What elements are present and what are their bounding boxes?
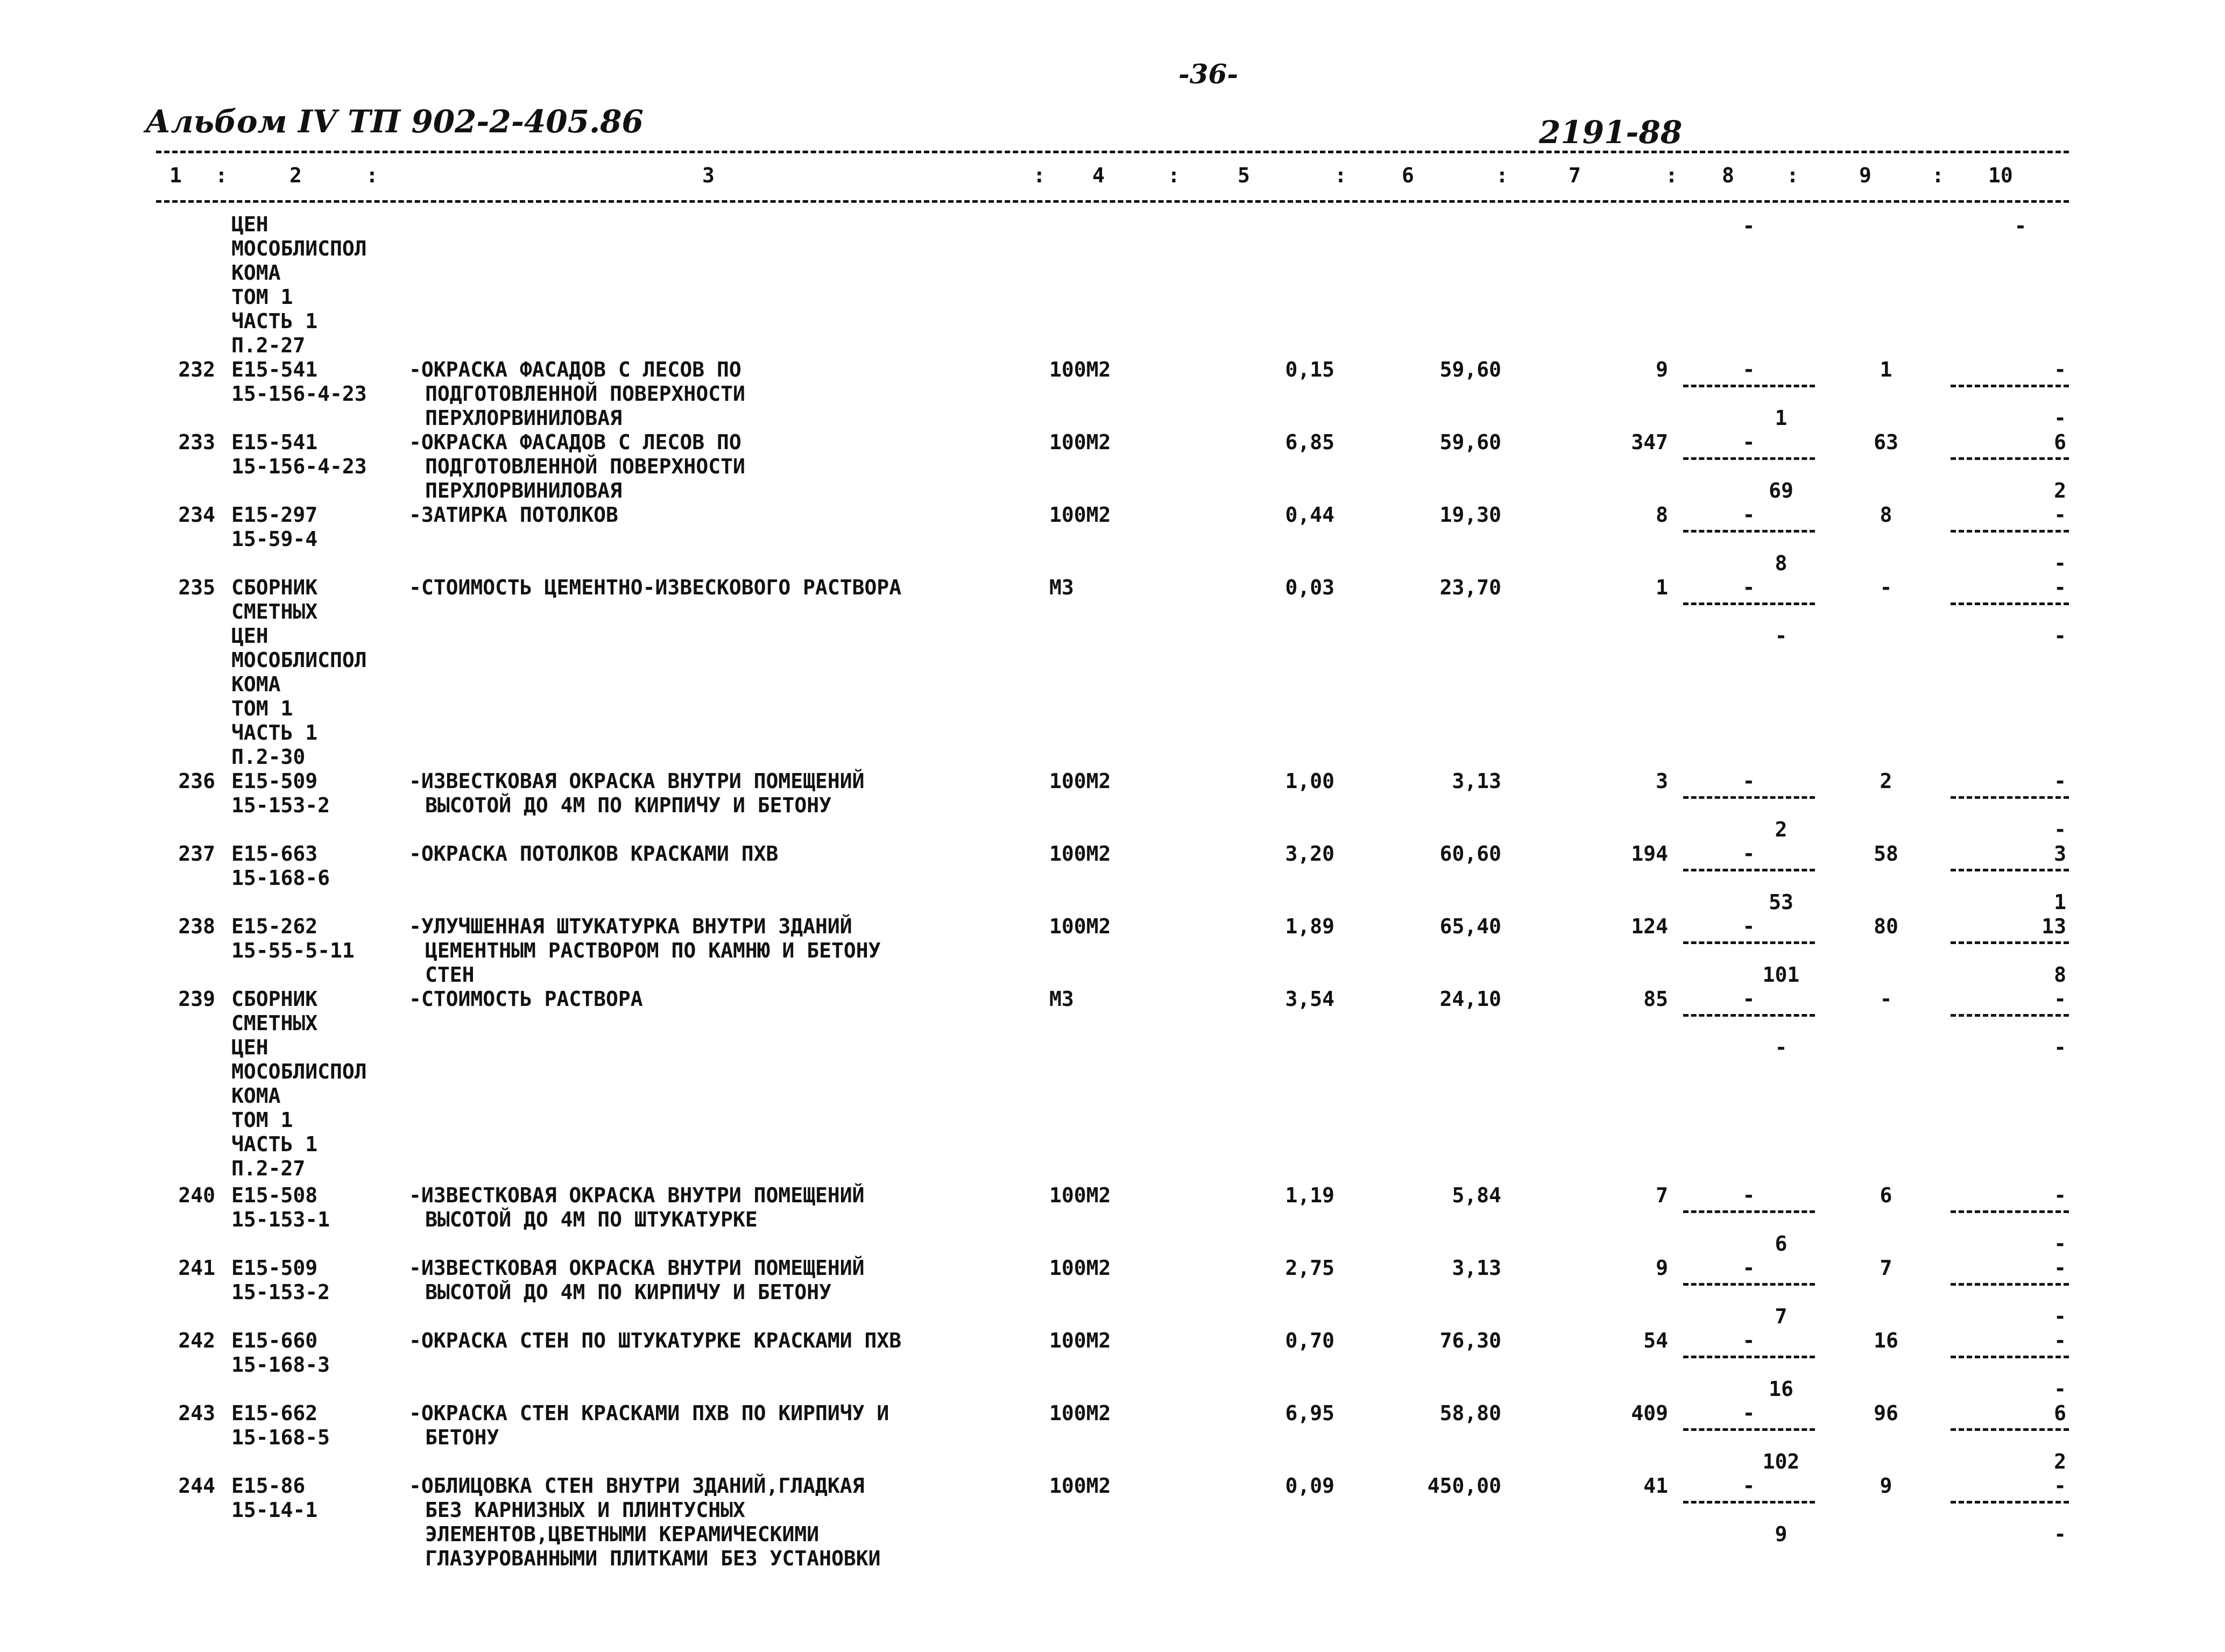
- row-code-line: П.2-30: [231, 745, 306, 769]
- row-col10-divider: [1951, 457, 2069, 460]
- row-col9: 80: [1874, 914, 1898, 938]
- col-header-sep: :: [1168, 164, 1180, 187]
- row-col8-bottom: 8: [1775, 551, 1788, 575]
- row-col10-top: -: [2054, 1329, 2066, 1352]
- row-total: 194: [1631, 842, 1668, 866]
- row-code-line: МОСОБЛИСПОЛ: [231, 1060, 367, 1083]
- row-code-line: ЦЕН: [231, 1036, 269, 1059]
- row-quantity: 1,89: [1285, 914, 1334, 938]
- col-header-3: 3: [702, 164, 715, 187]
- row-description-line: ВЫСОТОЙ ДО 4М ПО ШТУКАТУРКЕ: [425, 1208, 758, 1231]
- row-number: 243: [178, 1401, 215, 1425]
- ref-line: ЦЕН: [231, 212, 269, 236]
- row-col10-divider: [1951, 796, 2069, 799]
- row-quantity: 6,85: [1285, 430, 1334, 454]
- row-total: 41: [1643, 1474, 1668, 1498]
- row-code-line: СМЕТНЫХ: [231, 600, 318, 623]
- row-col9: -: [1880, 987, 1892, 1011]
- row-col8-top: -: [1742, 503, 1755, 527]
- page-number: -36-: [1178, 58, 1239, 90]
- row-col9: -: [1880, 576, 1892, 599]
- row-total: 1: [1656, 576, 1668, 599]
- row-description-line: -ИЗВЕСТКОВАЯ ОКРАСКА ВНУТРИ ПОМЕЩЕНИЙ: [409, 769, 865, 793]
- row-col9: 58: [1874, 842, 1898, 866]
- col-header-10: 10: [1988, 164, 2013, 187]
- row-description-line: -ОКРАСКА ФАСАДОВ С ЛЕСОВ ПО: [409, 358, 741, 381]
- row-col10-bottom: -: [2054, 1377, 2066, 1401]
- row-number: 242: [178, 1329, 215, 1352]
- row-description-line: ПОДГОТОВЛЕННОЙ ПОВЕРХНОСТИ: [425, 382, 745, 406]
- row-number: 233: [178, 430, 215, 454]
- row-code-line: Е15-541: [231, 430, 318, 454]
- row-col10-top: -: [2054, 1474, 2066, 1498]
- col-header-1: 1: [169, 164, 182, 187]
- row-col10-bottom: -: [2054, 1522, 2066, 1546]
- row-col8-bottom: -: [1775, 1036, 1788, 1059]
- row-quantity: 0,09: [1285, 1474, 1334, 1498]
- row-total: 8: [1656, 503, 1668, 527]
- row-col8-bottom: 6: [1775, 1232, 1788, 1256]
- row-description-line: СТЕН: [425, 963, 475, 987]
- col-header-sep: :: [1786, 164, 1799, 187]
- row-description-line: -ОБЛИЦОВКА СТЕН ВНУТРИ ЗДАНИЙ,ГЛАДКАЯ: [409, 1474, 865, 1498]
- row-code-line: Е15-509: [231, 769, 318, 793]
- row-col9: 6: [1880, 1183, 1892, 1207]
- col-header-sep: :: [1496, 164, 1508, 187]
- row-unit: М3: [1049, 987, 1074, 1011]
- row-code-line: Е15-541: [231, 358, 318, 381]
- row-total: 85: [1643, 987, 1668, 1011]
- row-col8-top: -: [1742, 914, 1755, 938]
- row-col8-top: -: [1742, 358, 1755, 381]
- row-col8-bottom: 102: [1762, 1450, 1800, 1473]
- row-description-line: ПЕРХЛОРВИНИЛОВАЯ: [425, 479, 623, 502]
- row-col10-bottom: 8: [2054, 963, 2066, 987]
- row-quantity: 0,44: [1285, 503, 1334, 527]
- row-col8-top: -: [1742, 842, 1755, 866]
- row-unit: 100М2: [1049, 503, 1111, 527]
- row-col10-bottom: -: [2054, 551, 2066, 575]
- row-code-line: СБОРНИК: [231, 576, 318, 599]
- row-code-line: КОМА: [231, 672, 281, 696]
- row-unit-price: 76,30: [1439, 1329, 1501, 1352]
- row-unit-price: 24,10: [1439, 987, 1501, 1011]
- row-col8-divider: [1683, 1014, 1815, 1017]
- row-col8-divider: [1683, 1428, 1815, 1431]
- row-col8-divider: [1683, 457, 1815, 460]
- row-col9: 16: [1874, 1329, 1898, 1352]
- row-col8-divider: [1683, 869, 1815, 871]
- row-col8-divider: [1683, 941, 1815, 944]
- col-header-5: 5: [1238, 164, 1250, 187]
- col-header-sep: :: [1334, 164, 1347, 187]
- row-col10-divider: [1951, 869, 2069, 871]
- row-col8-divider: [1683, 1356, 1815, 1358]
- row-number: 237: [178, 842, 215, 866]
- row-col10-bottom: -: [2054, 1304, 2066, 1328]
- col-header-2: 2: [289, 164, 302, 187]
- col-header-4: 4: [1092, 164, 1105, 187]
- row-col10-top: -: [2054, 987, 2066, 1011]
- row-quantity: 3,20: [1285, 842, 1334, 866]
- row-code-line: Е15-262: [231, 914, 318, 938]
- row-col9: 63: [1874, 430, 1898, 454]
- row-col9: 96: [1874, 1401, 1898, 1425]
- row-col9: 7: [1880, 1256, 1892, 1280]
- row-code-line: Е15-509: [231, 1256, 318, 1280]
- row-code-line: МОСОБЛИСПОЛ: [231, 648, 367, 672]
- row-col10-top: 3: [2054, 842, 2066, 866]
- row-col10-top: -: [2054, 358, 2066, 381]
- row-unit: 100М2: [1049, 1474, 1111, 1498]
- row-number: 235: [178, 576, 215, 599]
- row-col8-divider: [1683, 1283, 1815, 1286]
- row-code-line: СБОРНИК: [231, 987, 318, 1011]
- row-description-line: -ОКРАСКА СТЕН КРАСКАМИ ПХВ ПО КИРПИЧУ И: [409, 1401, 889, 1425]
- row-code-line: Е15-297: [231, 503, 318, 527]
- ref-line: ЧАСТЬ 1: [231, 309, 318, 333]
- row-col10-divider: [1951, 1014, 2069, 1017]
- row-number: 234: [178, 503, 215, 527]
- row-code-line: 15-168-6: [231, 866, 330, 890]
- ref-line: КОМА: [231, 261, 281, 285]
- col8-value: -: [1742, 214, 1755, 238]
- row-description-line: БЕЗ КАРНИЗНЫХ И ПЛИНТУСНЫХ: [425, 1498, 745, 1522]
- row-quantity: 2,75: [1285, 1256, 1334, 1280]
- row-col8-bottom: 69: [1769, 479, 1793, 502]
- col-header-sep: :: [1033, 164, 1046, 187]
- row-col8-divider: [1683, 1210, 1815, 1213]
- row-col10-divider: [1951, 602, 2069, 605]
- row-col8-divider: [1683, 602, 1815, 605]
- row-col8-top: -: [1742, 1256, 1755, 1280]
- row-unit: 100М2: [1049, 1401, 1111, 1425]
- row-number: 232: [178, 358, 215, 381]
- row-col8-bottom: 7: [1775, 1304, 1788, 1328]
- row-unit-price: 59,60: [1439, 430, 1501, 454]
- row-unit-price: 3,13: [1452, 769, 1501, 793]
- row-description-line: ГЛАЗУРОВАННЫМИ ПЛИТКАМИ БЕЗ УСТАНОВКИ: [425, 1547, 881, 1570]
- row-col8-top: -: [1742, 1474, 1755, 1498]
- row-col10-bottom: 2: [2054, 479, 2066, 502]
- row-description-line: ВЫСОТОЙ ДО 4М ПО КИРПИЧУ И БЕТОНУ: [425, 793, 831, 817]
- row-code-line: 15-153-1: [231, 1208, 330, 1231]
- row-col10-bottom: -: [2054, 1232, 2066, 1256]
- row-code-line: 15-156-4-23: [231, 455, 367, 478]
- row-col10-top: -: [2054, 769, 2066, 793]
- row-description-line: -ОКРАСКА ПОТОЛКОВ КРАСКАМИ ПХВ: [409, 842, 779, 866]
- col-header-sep: :: [1932, 164, 1944, 187]
- row-unit: 100М2: [1049, 1183, 1111, 1207]
- row-code-line: ТОМ 1: [231, 697, 293, 720]
- row-total: 9: [1656, 358, 1668, 381]
- row-unit: М3: [1049, 576, 1074, 599]
- row-col8-bottom: 1: [1775, 406, 1788, 430]
- row-col10-divider: [1951, 1283, 2069, 1286]
- row-unit: 100М2: [1049, 1329, 1111, 1352]
- row-col10-top: 13: [2042, 914, 2066, 938]
- row-col10-divider: [1951, 530, 2069, 533]
- row-quantity: 0,15: [1285, 358, 1334, 381]
- row-description-line: ЦЕМЕНТНЫМ РАСТВОРОМ ПО КАМНЮ И БЕТОНУ: [425, 939, 881, 962]
- row-code-line: Е15-663: [231, 842, 318, 866]
- row-col8-bottom: 101: [1762, 963, 1800, 987]
- row-col10-bottom: 1: [2054, 890, 2066, 914]
- row-code-line: 15-14-1: [231, 1498, 318, 1522]
- row-col9: 1: [1880, 358, 1892, 381]
- row-code-line: ЦЕН: [231, 624, 269, 648]
- row-col8-divider: [1683, 385, 1815, 387]
- row-col8-top: -: [1742, 1329, 1755, 1352]
- row-col10-top: -: [2054, 1256, 2066, 1280]
- row-quantity: 6,95: [1285, 1401, 1334, 1425]
- row-col10-divider: [1951, 385, 2069, 387]
- row-quantity: 3,54: [1285, 987, 1334, 1011]
- row-unit: 100М2: [1049, 769, 1111, 793]
- row-col9: 2: [1880, 769, 1892, 793]
- row-col10-top: 6: [2054, 430, 2066, 454]
- row-col8-bottom: 9: [1775, 1522, 1788, 1546]
- row-col8-top: -: [1742, 987, 1755, 1011]
- row-code-line: 15-59-4: [231, 527, 318, 551]
- row-description-line: БЕТОНУ: [425, 1426, 499, 1449]
- row-unit-price: 58,80: [1439, 1401, 1501, 1425]
- top-rule: [156, 151, 2069, 153]
- row-code-line: 15-153-2: [231, 1280, 330, 1304]
- row-code-line: 15-55-5-11: [231, 939, 355, 962]
- row-col10-divider: [1951, 1210, 2069, 1213]
- ref-line: П.2-27: [231, 334, 306, 357]
- row-number: 241: [178, 1256, 215, 1280]
- row-description-line: -ИЗВЕСТКОВАЯ ОКРАСКА ВНУТРИ ПОМЕЩЕНИЙ: [409, 1183, 865, 1207]
- row-col10-top: 6: [2054, 1401, 2066, 1425]
- row-col8-top: -: [1742, 1401, 1755, 1425]
- row-description-line: -СТОИМОСТЬ РАСТВОРА: [409, 987, 643, 1011]
- row-col8-bottom: -: [1775, 624, 1788, 648]
- col-header-8: 8: [1722, 164, 1734, 187]
- row-col8-top: -: [1742, 1183, 1755, 1207]
- row-unit: 100М2: [1049, 430, 1111, 454]
- row-col10-divider: [1951, 1428, 2069, 1431]
- row-col10-bottom: -: [2054, 624, 2066, 648]
- row-total: 409: [1631, 1401, 1668, 1425]
- row-col10-divider: [1951, 1356, 2069, 1358]
- row-total: 347: [1631, 430, 1668, 454]
- row-col10-bottom: -: [2054, 1036, 2066, 1059]
- row-code-line: 15-156-4-23: [231, 382, 367, 406]
- row-description-line: -СТОИМОСТЬ ЦЕМЕНТНО-ИЗВЕСКОВОГО РАСТВОРА: [409, 576, 902, 599]
- row-description-line: -ИЗВЕСТКОВАЯ ОКРАСКА ВНУТРИ ПОМЕЩЕНИЙ: [409, 1256, 865, 1280]
- row-col9: 8: [1880, 503, 1892, 527]
- row-unit-price: 3,13: [1452, 1256, 1501, 1280]
- row-col8-bottom: 53: [1769, 890, 1793, 914]
- row-col10-top: -: [2054, 503, 2066, 527]
- col-header-sep: :: [215, 164, 228, 187]
- row-unit-price: 65,40: [1439, 914, 1501, 938]
- col10-value: -: [2014, 214, 2027, 238]
- row-code-line: Е15-508: [231, 1183, 318, 1207]
- row-code-line: Е15-662: [231, 1401, 318, 1425]
- row-unit-price: 23,70: [1439, 576, 1501, 599]
- row-number: 240: [178, 1183, 215, 1207]
- row-unit-price: 5,84: [1452, 1183, 1501, 1207]
- row-unit-price: 450,00: [1427, 1474, 1501, 1498]
- row-code-line: 15-153-2: [231, 793, 330, 817]
- row-description-line: ВЫСОТОЙ ДО 4М ПО КИРПИЧУ И БЕТОНУ: [425, 1280, 831, 1304]
- row-number: 244: [178, 1474, 215, 1498]
- row-col10-bottom: -: [2054, 818, 2066, 841]
- row-description-line: ПОДГОТОВЛЕННОЙ ПОВЕРХНОСТИ: [425, 455, 745, 478]
- col-header-9: 9: [1859, 164, 1871, 187]
- col-header-sep: :: [366, 164, 378, 187]
- row-description-line: -УЛУЧШЕННАЯ ШТУКАТУРКА ВНУТРИ ЗДАНИЙ: [409, 914, 852, 938]
- row-code-line: 15-168-5: [231, 1426, 330, 1449]
- row-unit: 100М2: [1049, 914, 1111, 938]
- row-col10-top: -: [2054, 576, 2066, 599]
- row-col10-divider: [1951, 1501, 2069, 1504]
- row-code-line: Е15-660: [231, 1329, 318, 1352]
- row-col8-top: -: [1742, 430, 1755, 454]
- row-col8-bottom: 2: [1775, 818, 1788, 841]
- col-header-sep: :: [1665, 164, 1678, 187]
- row-total: 9: [1656, 1256, 1668, 1280]
- row-total: 7: [1656, 1183, 1668, 1207]
- row-col10-bottom: 2: [2054, 1450, 2066, 1473]
- row-unit: 100М2: [1049, 842, 1111, 866]
- row-unit: 100М2: [1049, 358, 1111, 381]
- row-col9: 9: [1880, 1474, 1892, 1498]
- row-number: 239: [178, 987, 215, 1011]
- row-col8-divider: [1683, 796, 1815, 799]
- row-code-line: ТОМ 1: [231, 1108, 293, 1132]
- ref-line: ТОМ 1: [231, 285, 293, 309]
- row-code-line: П.2-27: [231, 1157, 306, 1180]
- row-col8-top: -: [1742, 769, 1755, 793]
- row-quantity: 0,03: [1285, 576, 1334, 599]
- col-header-7: 7: [1569, 164, 1581, 187]
- row-unit-price: 60,60: [1439, 842, 1501, 866]
- row-unit-price: 59,60: [1439, 358, 1501, 381]
- row-unit: 100М2: [1049, 1256, 1111, 1280]
- row-description-line: -ЗАТИРКА ПОТОЛКОВ: [409, 503, 618, 527]
- row-code-line: КОМА: [231, 1084, 281, 1108]
- row-col8-divider: [1683, 530, 1815, 533]
- row-quantity: 0,70: [1285, 1329, 1334, 1352]
- row-col10-top: -: [2054, 1183, 2066, 1207]
- row-total: 54: [1643, 1329, 1668, 1352]
- row-unit-price: 19,30: [1439, 503, 1501, 527]
- row-description-line: -ОКРАСКА ФАСАДОВ С ЛЕСОВ ПО: [409, 430, 741, 454]
- row-number: 236: [178, 769, 215, 793]
- ref-line: МОСОБЛИСПОЛ: [231, 237, 367, 260]
- row-code-line: ЧАСТЬ 1: [231, 1132, 318, 1156]
- row-description-line: -ОКРАСКА СТЕН ПО ШТУКАТУРКЕ КРАСКАМИ ПХВ: [409, 1329, 902, 1352]
- header-rule: [156, 200, 2069, 203]
- col-header-6: 6: [1402, 164, 1414, 187]
- row-code-line: ЧАСТЬ 1: [231, 721, 318, 745]
- row-code-line: 15-168-3: [231, 1353, 330, 1377]
- row-code-line: Е15-86: [231, 1474, 306, 1498]
- row-number: 238: [178, 914, 215, 938]
- row-code-line: СМЕТНЫХ: [231, 1011, 318, 1035]
- row-total: 3: [1656, 769, 1668, 793]
- row-quantity: 1,00: [1285, 769, 1334, 793]
- album-reference: Альбом IV ТП 902-2-405.86: [145, 103, 644, 140]
- row-total: 124: [1631, 914, 1668, 938]
- row-quantity: 1,19: [1285, 1183, 1334, 1207]
- row-col10-divider: [1951, 941, 2069, 944]
- row-col8-bottom: 16: [1769, 1377, 1793, 1401]
- row-description-line: ЭЛЕМЕНТОВ,ЦВЕТНЫМИ КЕРАМИЧЕСКИМИ: [425, 1522, 820, 1546]
- row-description-line: ПЕРХЛОРВИНИЛОВАЯ: [425, 406, 623, 430]
- row-col8-top: -: [1742, 576, 1755, 599]
- row-col10-bottom: -: [2054, 406, 2066, 430]
- document-code: 2191-88: [1539, 114, 1683, 151]
- row-col8-divider: [1683, 1501, 1815, 1504]
